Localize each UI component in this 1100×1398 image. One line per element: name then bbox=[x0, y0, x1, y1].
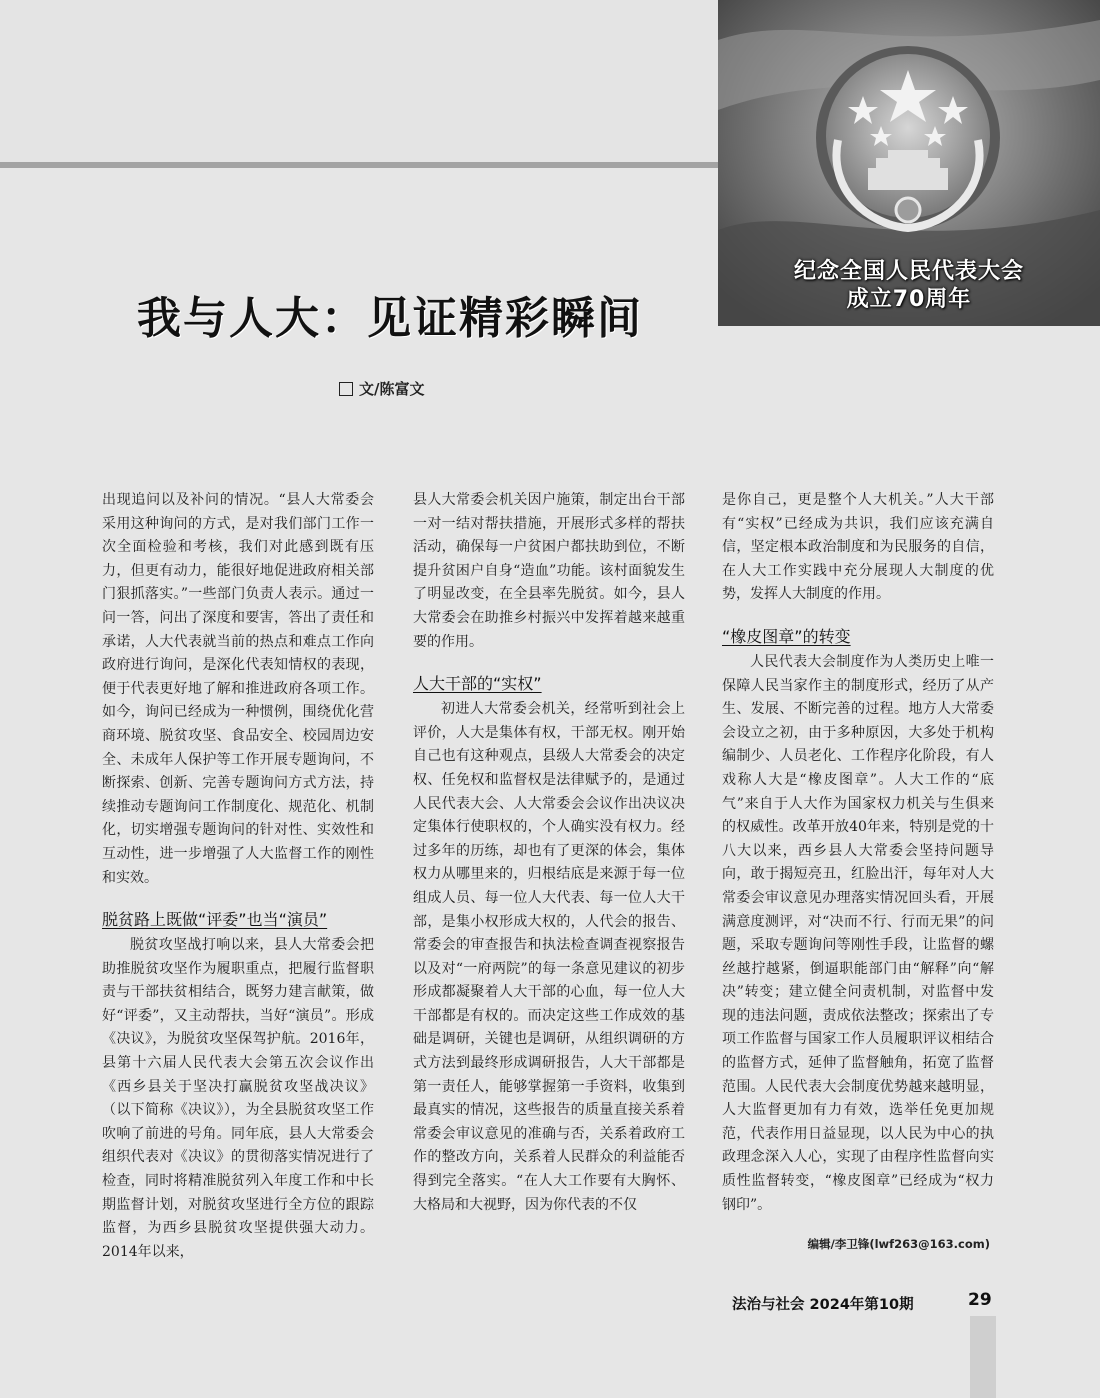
byline-text: 文/陈富文 bbox=[359, 380, 425, 398]
publication-footer: 法治与社会 2024年第10期 bbox=[732, 1297, 914, 1313]
section-heading: 人大干部的“实权” bbox=[413, 674, 542, 694]
feature-caption-line1: 纪念全国人民代表大会 bbox=[793, 259, 1024, 284]
column-2 bbox=[413, 489, 685, 1217]
feature-caption-line2: 成立70周年 bbox=[846, 287, 972, 312]
section-heading: “橡皮图章”的转变 bbox=[722, 626, 851, 646]
square-icon bbox=[339, 382, 353, 396]
paragraph: 出现追问以及补问的情况。“县人大常委会采用这种询问的方式，是对我们部门工作一次全面检验和考核，我们对此感到既有压力，但更有动力，能很好地促进政府相关部门狠抓落实。”一些部门负责人表示。通过一问一答，问出了深度和要害，答出了责任和承诺，人大代表就当前的热点和难点工作向政府进行询问，是深化代表知情权的表现，便于代表更好地了解和推进政府各项工作。如今，询问已经成为一种惯例，围绕优化营商环境、脱贫攻坚、食品安全、校园周边安全、未成年人保护等工作开展专题询问，不断探索、创新、完善专题询问方式方法，持续推动专题询问工作制度化、规范化、机制化，切实增强专题询问的针对性、实效性和互动性，进一步增强了人大监督工作的刚性和实效。 bbox=[102, 492, 374, 886]
article-title: 我与人大：见证精彩瞬间 bbox=[137, 293, 643, 344]
column-3 bbox=[722, 489, 994, 1217]
top-band bbox=[0, 0, 718, 164]
paragraph: 初进人大常委会机关，经常听到社会上评价，人大是集体有权，干部无权。刚开始自己也有这种观点，县级人大常委会的决定权、任免权和监督权是法律赋予的，是通过人民代表大会、人大常委会会议作出决议决定集体行使职权的，个人确实没有权力。经过多年的历练，却也有了更深的体会，集体权力从哪里来的，归根结底是来源于每一位组成人员、每一位人大代表、每一位人大干部，是集小权形成大权的，人代会的报告、常委会的审查报告和执法检查调查视察报告以及对“一府两院”的每一条意见建议的初步形成都凝聚着人大干部的心血，每一位人大干部都是有权的。而决定这些工作成效的基础是调研，关键也是调研，从组织调研的方式方法到最终形成调研报告，人大干部都是第一责任人，能够掌握第一手资料，收集到最真实的情况，这些报告的质量直接关系着常委会审议意见的准确与否，关系着政府工作的整改方向，关系着人民群众的利益能否得到完全落实。“在人大工作要有大胸怀、大格局和大视野，因为你代表的不仅 bbox=[413, 701, 685, 1213]
editor-credit: 编辑/李卫锋(lwf263@163.com) bbox=[807, 1237, 990, 1251]
paragraph: 县人大常委会机关因户施策，制定出台干部一对一结对帮扶措施，开展形式多样的帮扶活动，确保每一户贫困户都扶助到位，不断提升贫困户自身“造血”功能。该村面貌发生了明显改变，在全县率先脱贫。如今，县人大常委会在助推乡村振兴中发挥着越来越重要的作用。 bbox=[413, 492, 685, 650]
page-edge-strip bbox=[970, 1316, 996, 1398]
page-number: 29 bbox=[968, 1290, 992, 1310]
paragraph: 脱贫攻坚战打响以来，县人大常委会把助推脱贫攻坚作为履职重点，把履行监督职责与干部扶贫相结合，既努力建言献策，做好“评委”，又主动帮扶，当好“演员”。形成《决议》，为脱贫攻坚保驾护航。2016年，县第十六届人民代表大会第五次会议作出《西乡县关于坚决打赢脱贫攻坚战决议》（以下简称《决议》），为全县脱贫攻坚工作吹响了前进的号角。同年底，县人大常委会组织代表对《决议》的贯彻落实情况进行了检查，同时将精准脱贫列入年度工作和中长期监督计划，对脱贫攻坚进行全方位的跟踪监督，为西乡县脱贫攻坚提供强大动力。2014年以来， bbox=[102, 937, 374, 1260]
column-1 bbox=[102, 489, 374, 1264]
byline bbox=[339, 378, 424, 399]
paragraph: 是你自己，更是整个人大机关。”人大干部有“实权”已经成为共识，我们应该充满自信，坚定根本政治制度和为民服务的自信，在人大工作实践中充分展现人大制度的优势，发挥人大制度的作用。 bbox=[722, 492, 994, 603]
paragraph: 人民代表大会制度作为人类历史上唯一保障人民当家作主的制度形式，经历了从产生、发展、不断完善的过程。地方人大常委会设立之初，由于多种原因，大多处于机构编制少、人员老化、工作程序化阶段，有人戏称人大是“橡皮图章”。人大工作的“底气”来自于人大作为国家权力机关与生俱来的权威性。改革开放40年来，特别是党的十八大以来，西乡县人大常委会坚持问题导向，敢于揭短亮丑，红脸出汗，每年对人大常委会审议意见办理落实情况回头看，开展满意度测评，对“决而不行、行而无果”的问题，采取专题询问等刚性手段，让监督的螺丝越拧越紧，倒逼职能部门由“解释”向“解决”转变；建立健全问责机制，对监督中发现的违法问题，责成依法整改；探索出了专项工作监督与国家工作人员履职评议相结合的监督方式，延伸了监督触角，拓宽了监督范围。人民代表大会制度优势越来越明显，人大监督更加有力有效，选举任免更加规范，代表作用日益显现，以人民为中心的执政理念深入人心，实现了由程序性监督向实质性监督转变，“橡皮图章”已经成为“权力钢印”。 bbox=[722, 653, 994, 1213]
section-heading: 脱贫路上既做“评委”也当“演员” bbox=[102, 910, 328, 930]
header-rule bbox=[0, 162, 718, 168]
